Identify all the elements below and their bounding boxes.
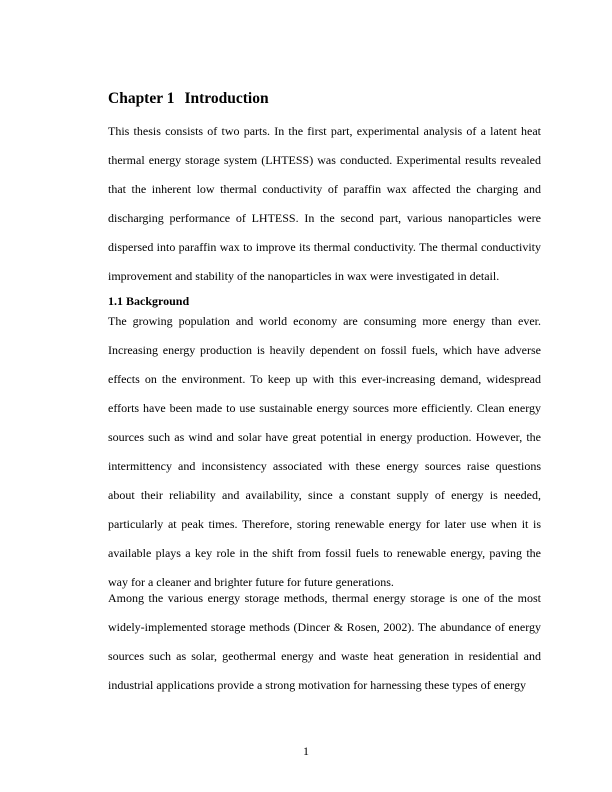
section-heading: 1.1 Background [108, 294, 190, 308]
chapter-number: Chapter 1 [108, 90, 175, 107]
intro-paragraph: This thesis consists of two parts. In the first part, experimental analysis of a latent heat thermal energy storage system (LHTESS) was conducted. Experimental results revealed that the inherent low thermal conductivity of paraffin wax affected the charging and discharging performance of LHTESS. In the second part, various nanoparticles were dispersed into paraffin wax to improve its thermal conductivity. The thermal conductivity improvement and stability of the nanoparticles in wax were investigated in detail. [108, 124, 541, 283]
page-number: 1 [303, 744, 309, 758]
background-paragraph-2: Among the various energy storage methods, thermal energy storage is one of the most widely-implemented storage methods (Dincer & Rosen, 2002). The abundance of energy sources such as solar, geothermal energy and waste heat generation in residential and industrial applications provide a strong motivation for harnessing these types of energy [108, 591, 541, 692]
background-paragraph-1: The growing population and world economy are consuming more energy than ever. Increasing energy production is heavily dependent on fossil fuels, which have adverse effects on the environment. To keep up with this ever-increasing demand, widespread efforts have been made to use sustainable energy sources more efficiently. Clean energy sources such as wind and solar have great potential in energy production. However, the intermittency and inconsistency associated with these energy sources raise questions about their reliability and availability, since a constant supply of energy is needed, particularly at peak times. Therefore, storing renewable energy for later use when it is available plays a key role in the shift from fossil fuels to renewable energy, paving the way for a cleaner and brighter future for future generations. [108, 314, 541, 589]
chapter-heading [108, 90, 508, 112]
chapter-title: Introduction [184, 90, 269, 107]
